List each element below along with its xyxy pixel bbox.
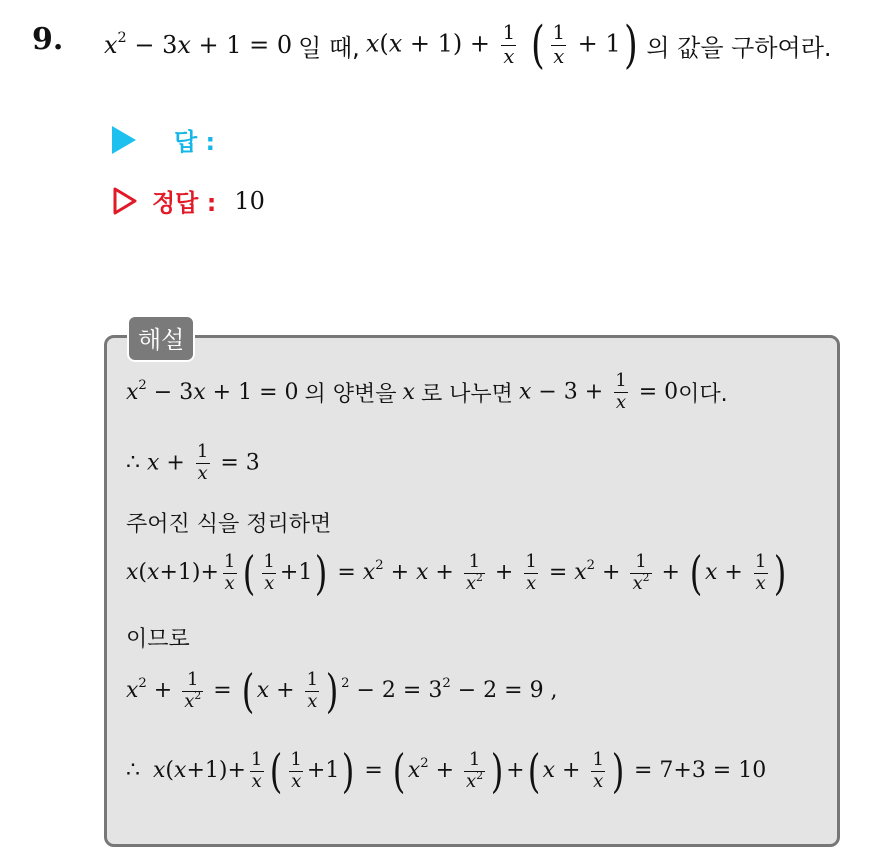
solution-line-2: ∴ x + $\frac{1}{x}$ = 3 bbox=[126, 441, 260, 484]
solution-line-4: x(x+1)+ $\frac{1}{x}$ ( $\frac{1}{x}$ $+1) = x^2 + x$ + $\frac{1}{x^2}$ + $\frac{1}{x}$ = $x^2$ + $\frac{1}{x^2}$ + ( x + $\frac{1}{x}$ ) bbox=[126, 546, 787, 600]
solution-line-3: 주어진 식을 정리하면 bbox=[126, 512, 332, 537]
problem-intro-text: 일 때, bbox=[298, 33, 360, 62]
correct-answer-value: 10 bbox=[234, 186, 265, 215]
answer-label: 답 : bbox=[174, 128, 216, 156]
problem-expression: x(x + 1) + $\frac{1}{x}$ ( $\frac{1}{x}$ + 1) bbox=[365, 14, 638, 74]
problem-ask-text: 의 값을 구하여라. bbox=[646, 33, 832, 62]
correct-answer-label: 정답 : bbox=[152, 189, 217, 217]
solution-tag: 해설 bbox=[127, 315, 195, 362]
problem-statement bbox=[104, 12, 832, 78]
solution-line-1: $x^2 - 3x + 1 = 0$ 의 양변을 x 로 나누면 x − 3 + $\frac{1}{x}$ = 0 이다. bbox=[126, 370, 728, 413]
outline-triangle-icon bbox=[112, 186, 138, 216]
correct-answer-row bbox=[112, 183, 265, 218]
problem-equation: $x^2 - 3x + 1 = 0$ bbox=[104, 30, 293, 59]
problem-number: 9. bbox=[32, 22, 64, 57]
solution-line-6: $x^2$ + $\frac{1}{x^2}$ = ( x + $\frac{1}{x}$ ) $^2 - 2 = 3^2 - 2 = 9$ , bbox=[126, 664, 558, 718]
solution-line-7: ∴ x(x+1)+ $\frac{1}{x}$ ( $\frac{1}{x}$ +1) = ( $x^2$ + $\frac{1}{x^2}$ ) +( x + $\frac{1}{x}$ ) = 7+3 = 10 bbox=[126, 744, 767, 798]
play-icon bbox=[112, 126, 136, 154]
solution-line-5: 이므로 bbox=[126, 627, 190, 652]
answer-input-row[interactable] bbox=[112, 122, 215, 157]
